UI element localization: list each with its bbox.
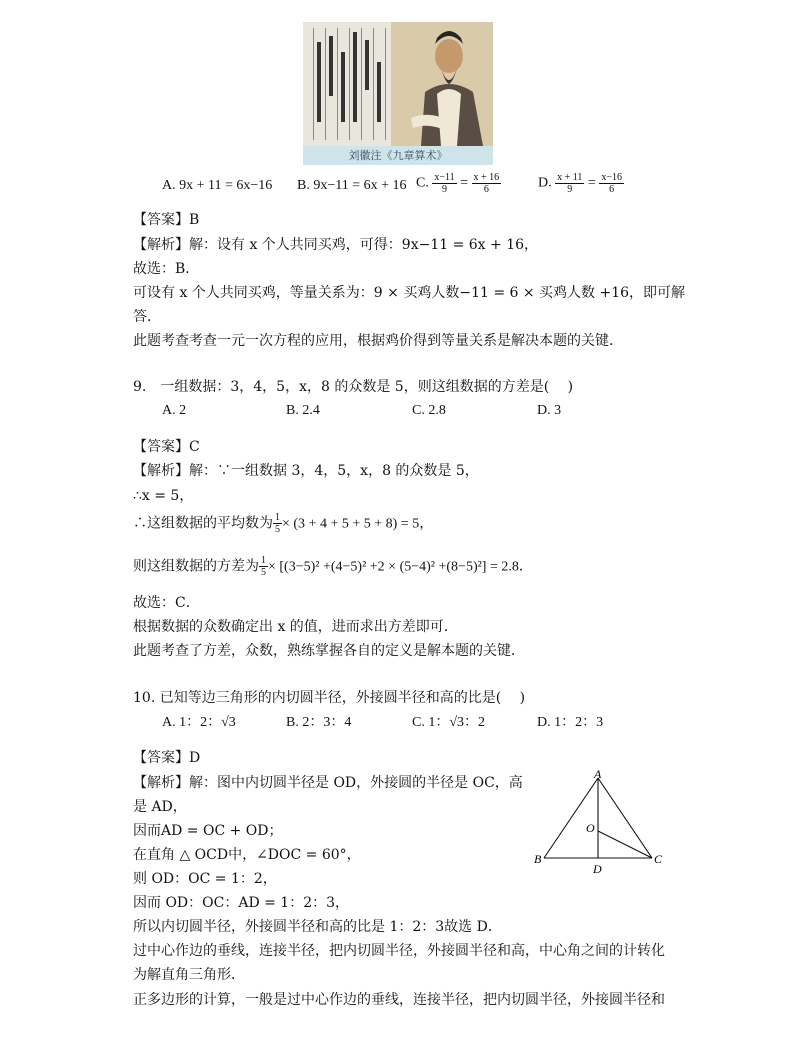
q10-analysis-line3: 因而AD = OC + OD； — [133, 823, 283, 839]
q10-analysis-line2: 是 AD， — [133, 799, 187, 815]
q9-option-a: A. 2 — [162, 403, 187, 418]
q9-answer: 【答案】C — [133, 439, 200, 455]
edge-ab — [544, 778, 598, 858]
q9-option-d: D. 3 — [537, 403, 562, 418]
q10-analysis-line6: 因而 OD：OC：AD = 1：2：3， — [133, 895, 350, 911]
q9-analysis-line5: 故选：C． — [133, 595, 200, 611]
q9-option-b: B. 2.4 — [286, 403, 320, 418]
label-b: B — [534, 852, 542, 866]
q8-option-b: B. 9x−11 = 6x + 16 — [297, 178, 407, 193]
figure-caption: 刘徽注《九章算术》 — [303, 146, 493, 165]
label-o: O — [586, 821, 595, 835]
q9-analysis-line4: 则这组数据的方差为 $\frac{1}{5}$ × [(3−5)² +(4−5)² +2 × (5−4)² +(8−5)²] = 2.8． — [133, 555, 533, 578]
q10-analysis-line1: 【解析】解：图中内切圆半径是 OD，外接圆的半径是 OC，高 — [133, 775, 523, 791]
q9-analysis-line1: 【解析】解：∵一组数据 3，4，5，x，8 的众数是 5， — [133, 463, 479, 479]
q9-option-c: C. 2.8 — [412, 403, 446, 418]
q10-analysis-line5: 则 OD：OC = 1：2， — [133, 871, 277, 887]
radius-oc — [598, 831, 652, 858]
q10-analysis-line8: 过中心作边的垂线，连接半径，把内切圆半径，外接圆半径和高，中心角之间的计转化 — [133, 943, 665, 959]
q10-option-d: D. 1：2：3 — [537, 715, 604, 730]
q8-answer: 【答案】B — [133, 212, 200, 228]
q8-option-c: C. $\frac{x-11}{9}$ = $\frac{x + 16}{6}$ — [416, 172, 500, 195]
portrait-image — [391, 22, 493, 146]
q10-answer: 【答案】D — [133, 750, 201, 766]
manuscript-image — [303, 22, 391, 146]
q9-analysis-line3: ∴这组数据的平均数为 $\frac{1}{5}$ × (3 + 4 + 5 + 5 + 8) = 5， — [133, 512, 434, 535]
q9-analysis-line2: ∴x = 5， — [133, 488, 194, 504]
q8-analysis-line1: 【解析】解：设有 x 个人共同买鸡，可得：9x−11 = 6x + 16， — [133, 237, 539, 253]
q9-analysis-line7: 此题考查了方差，众数，熟练掌握各自的定义是解本题的关键． — [133, 643, 525, 659]
q10-analysis-line4: 在直角 △ OCD中，∠DOC = 60°， — [133, 847, 361, 863]
q8-option-a: A. 9x + 11 = 6x−16 — [162, 178, 273, 193]
q10-analysis-line7: 所以内切圆半径，外接圆半径和高的比是 1：2：3故选 D． — [133, 919, 502, 935]
q10-stem: 10. 已知等边三角形的内切圆半径，外接圆半径和高的比是( ) — [133, 690, 526, 706]
label-c: C — [654, 852, 663, 866]
label-d: D — [593, 862, 602, 876]
q8-analysis-line5: 此题考查考查一元一次方程的应用，根据鸡价得到等量关系是解决本题的关键． — [133, 333, 623, 349]
edge-ac — [598, 778, 652, 858]
q8-analysis-line4: 答． — [133, 309, 161, 325]
q10-analysis-line9: 为解直角三角形． — [133, 967, 245, 983]
triangle-diagram — [530, 768, 670, 880]
label-a: A — [594, 768, 602, 781]
q8-analysis-line3: 可设有 x 个人共同买鸡，等量关系为：9 × 买鸡人数−11 = 6 × 买鸡人数 +16，即可解 — [133, 285, 686, 301]
q10-option-c: C. 1：√3：2 — [412, 715, 486, 730]
q10-analysis-line10: 正多边形的计算，一般是过中心作边的垂线，连接半径，把内切圆半径，外接圆半径和 — [133, 992, 665, 1008]
q10-option-a: A. 1：2：√3 — [162, 715, 236, 730]
q10-option-b: B. 2：3：4 — [286, 715, 352, 730]
book-illustration — [303, 22, 493, 165]
q8-analysis-line2: 故选：B． — [133, 261, 200, 277]
q9-stem: 9. 一组数据：3，4，5，x，8 的众数是 5，则这组数据的方差是( ) — [133, 379, 574, 395]
q9-analysis-line6: 根据数据的众数确定出 x 的值，进而求出方差即可． — [133, 619, 458, 635]
q8-option-d: D. $\frac{x + 11}{9}$ = $\frac{x-16}{6}$ — [538, 172, 622, 195]
